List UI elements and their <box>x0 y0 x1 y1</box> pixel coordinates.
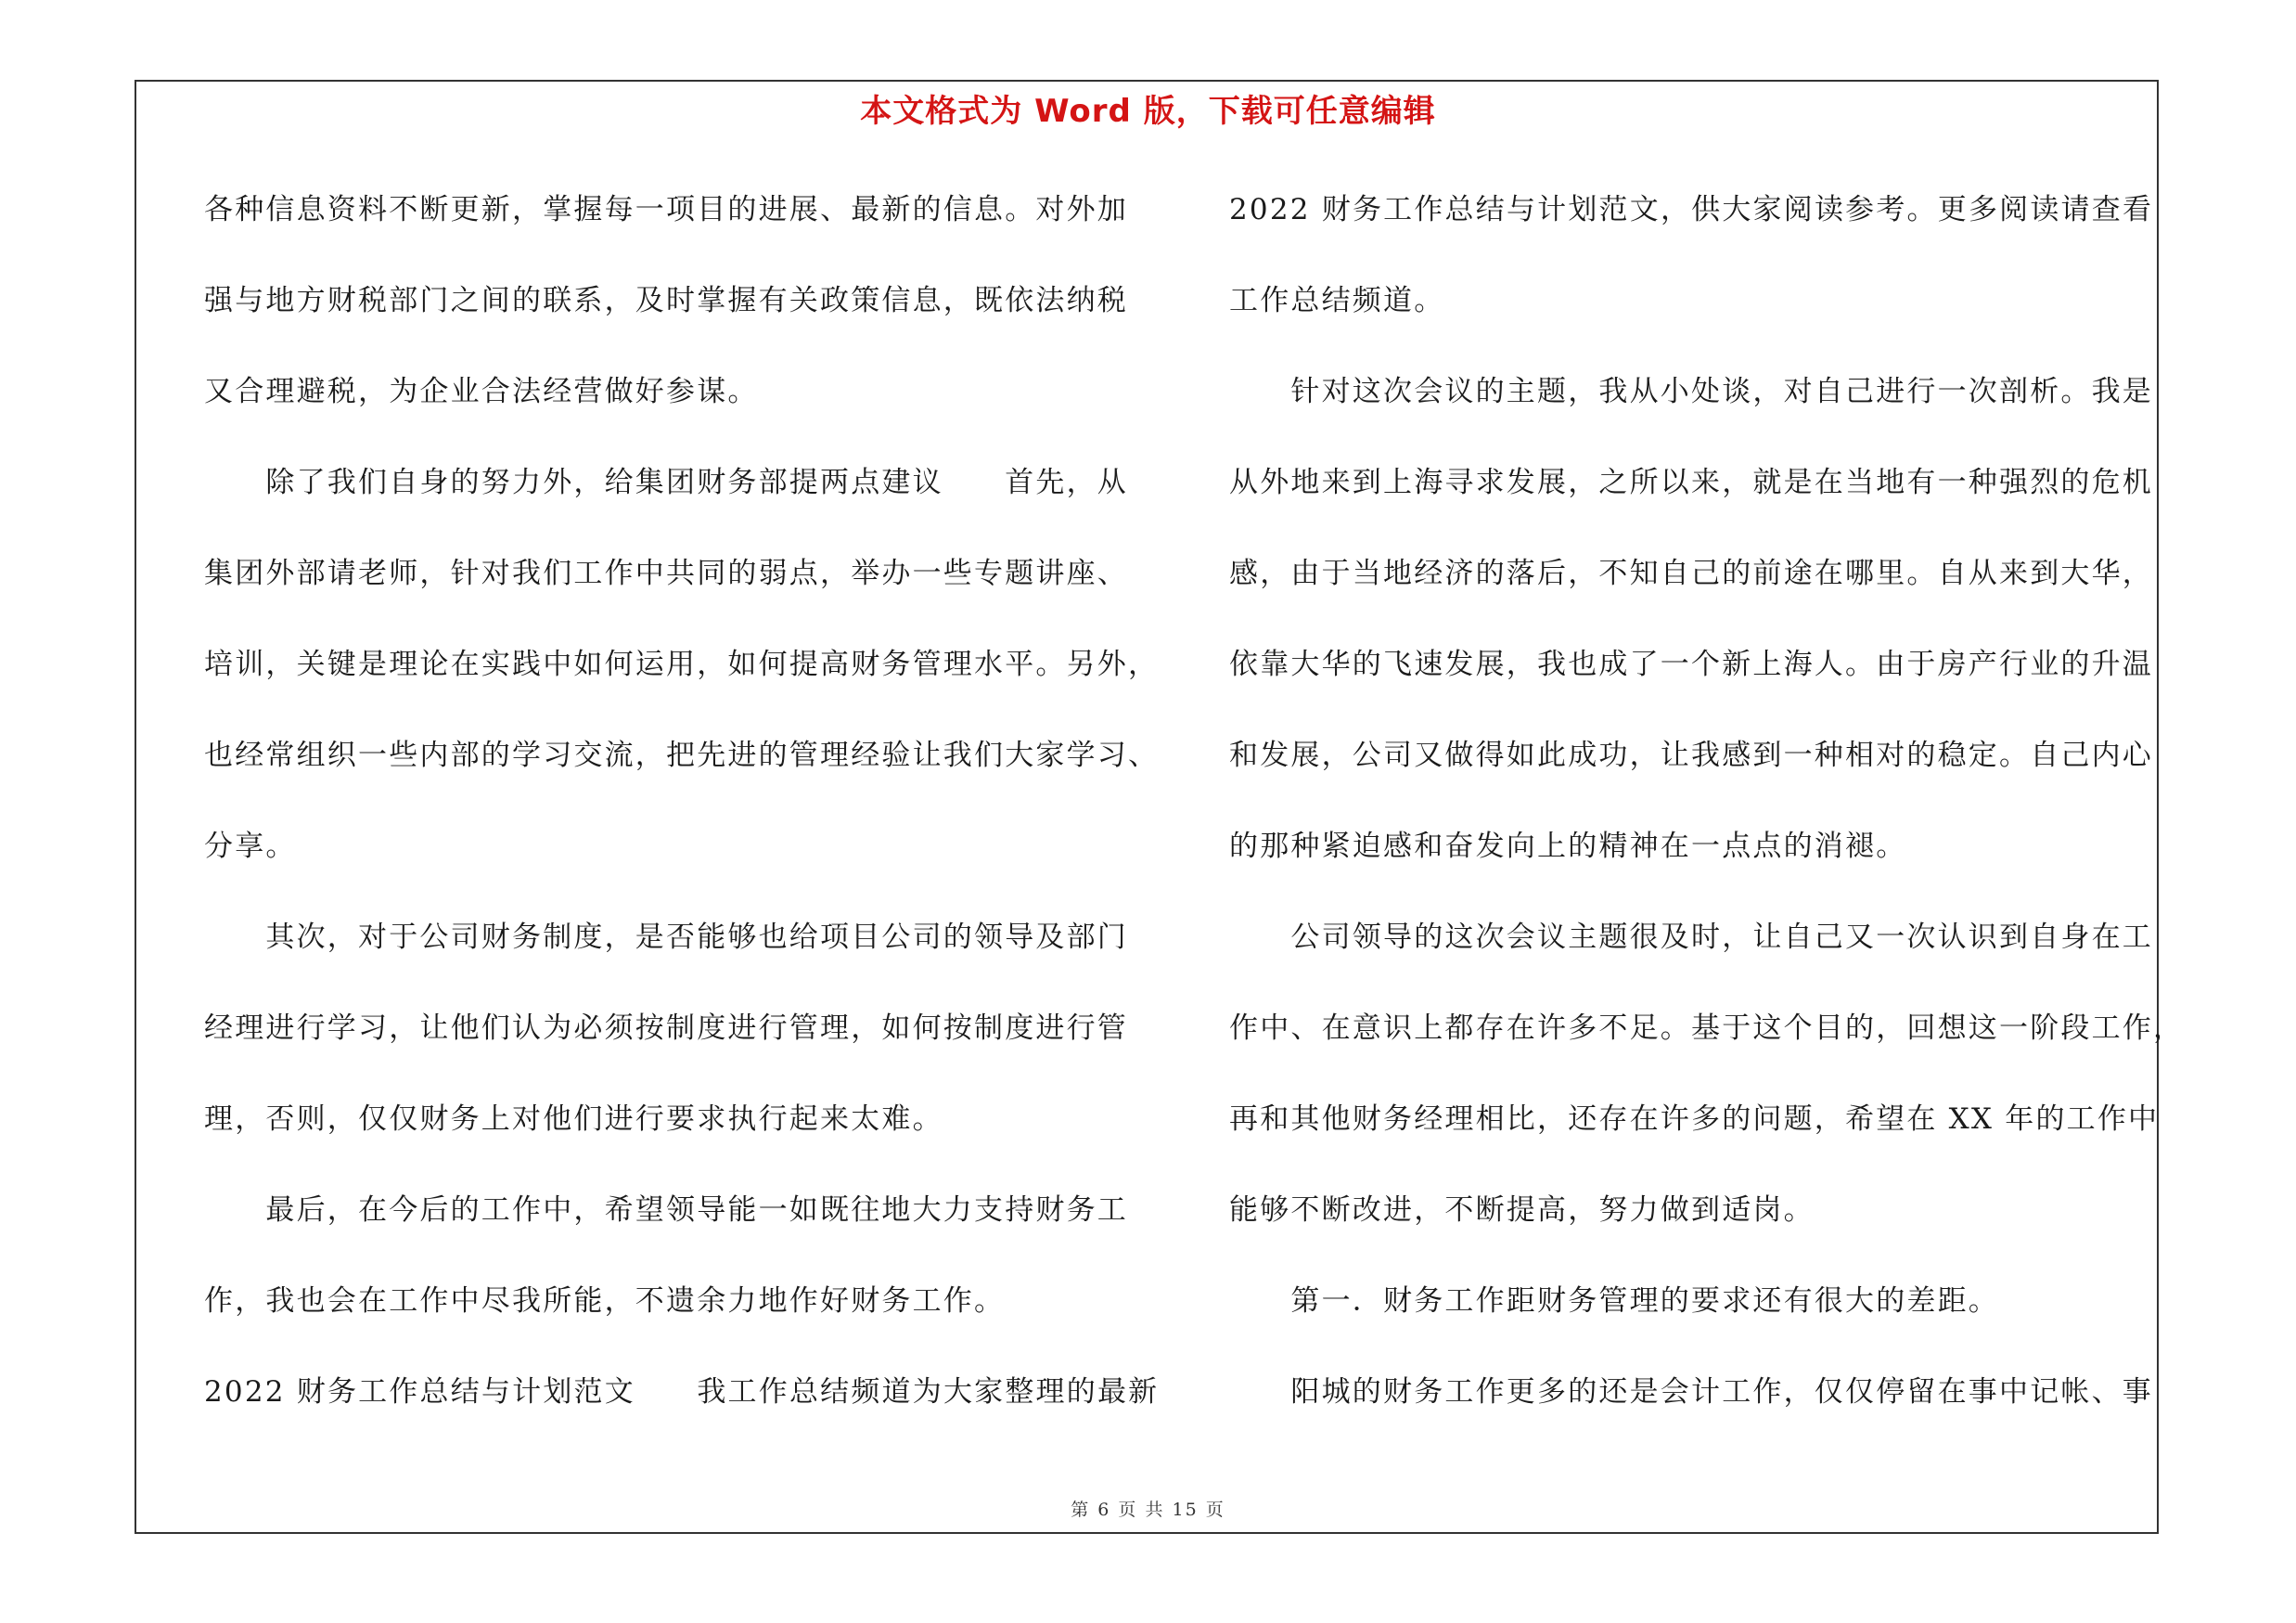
left-text-column <box>204 182 1160 1455</box>
text-line: 和发展，公司又做得如此成功，让我感到一种相对的稳定。自己内心 <box>1229 739 2153 772</box>
text-line: 第一．财务工作距财务管理的要求还有很大的差距。 <box>1229 1284 1999 1318</box>
text-line: 的那种紧迫感和奋发向上的精神在一点点的消褪。 <box>1229 830 1907 863</box>
text-line: 工作总结频道。 <box>1229 284 1445 317</box>
text-line: 2022 财务工作总结与计划范文，供大家阅读参考。更多阅读请查看 <box>1229 193 2154 226</box>
text-line: 分享。 <box>204 830 297 863</box>
text-line: 培训，关键是理论在实践中如何运用，如何提高财务管理水平。另外， <box>204 648 1160 681</box>
text-line: 针对这次会议的主题，我从小处谈，对自己进行一次剖析。我是 <box>1229 375 2153 408</box>
text-line: 集团外部请老师，针对我们工作中共同的弱点，举办一些专题讲座、 <box>204 557 1128 590</box>
word-format-banner: 本文格式为 Word 版，下载可任意编辑 <box>860 93 1436 130</box>
text-line: 除了我们自身的努力外，给集团财务部提两点建议 首先，从 <box>204 466 1128 499</box>
text-line: 作，我也会在工作中尽我所能，不遗余力地作好财务工作。 <box>204 1284 1006 1318</box>
right-text-column <box>1229 182 2185 1455</box>
text-line: 又合理避税，为企业合法经营做好参谋。 <box>204 375 759 408</box>
text-line: 再和其他财务经理相比，还存在许多的问题，希望在 XX 年的工作中 <box>1229 1102 2160 1136</box>
text-line: 强与地方财税部门之间的联系，及时掌握有关政策信息，既依法纳税 <box>204 284 1128 317</box>
text-line: 能够不断改进，不断提高，努力做到适岗。 <box>1229 1193 1815 1227</box>
text-line: 从外地来到上海寻求发展，之所以来，就是在当地有一种强烈的危机 <box>1229 466 2153 499</box>
text-line: 阳城的财务工作更多的还是会计工作，仅仅停留在事中记帐、事 <box>1229 1375 2153 1409</box>
text-line: 最后，在今后的工作中，希望领导能一如既往地大力支持财务工 <box>204 1193 1128 1227</box>
text-line: 理，否则，仅仅财务上对他们进行要求执行起来太难。 <box>204 1102 943 1136</box>
page-number-footer: 第 6 页 共 15 页 <box>1071 1500 1225 1520</box>
text-line: 2022 财务工作总结与计划范文 我工作总结频道为大家整理的最新 <box>204 1375 1160 1409</box>
text-line: 公司领导的这次会议主题很及时，让自己又一次认识到自身在工 <box>1229 921 2153 954</box>
text-line: 其次，对于公司财务制度，是否能够也给项目公司的领导及部门 <box>204 921 1128 954</box>
text-line: 各种信息资料不断更新，掌握每一项目的进展、最新的信息。对外加 <box>204 193 1128 226</box>
text-line: 作中、在意识上都存在许多不足。基于这个目的，回想这一阶段工作， <box>1229 1011 2185 1045</box>
text-line: 感，由于当地经济的落后，不知自己的前途在哪里。自从来到大华， <box>1229 557 2153 590</box>
text-line: 依靠大华的飞速发展，我也成了一个新上海人。由于房产行业的升温 <box>1229 648 2153 681</box>
text-line: 也经常组织一些内部的学习交流，把先进的管理经验让我们大家学习、 <box>204 739 1160 772</box>
text-line: 经理进行学习，让他们认为必须按制度进行管理，如何按制度进行管 <box>204 1011 1128 1045</box>
